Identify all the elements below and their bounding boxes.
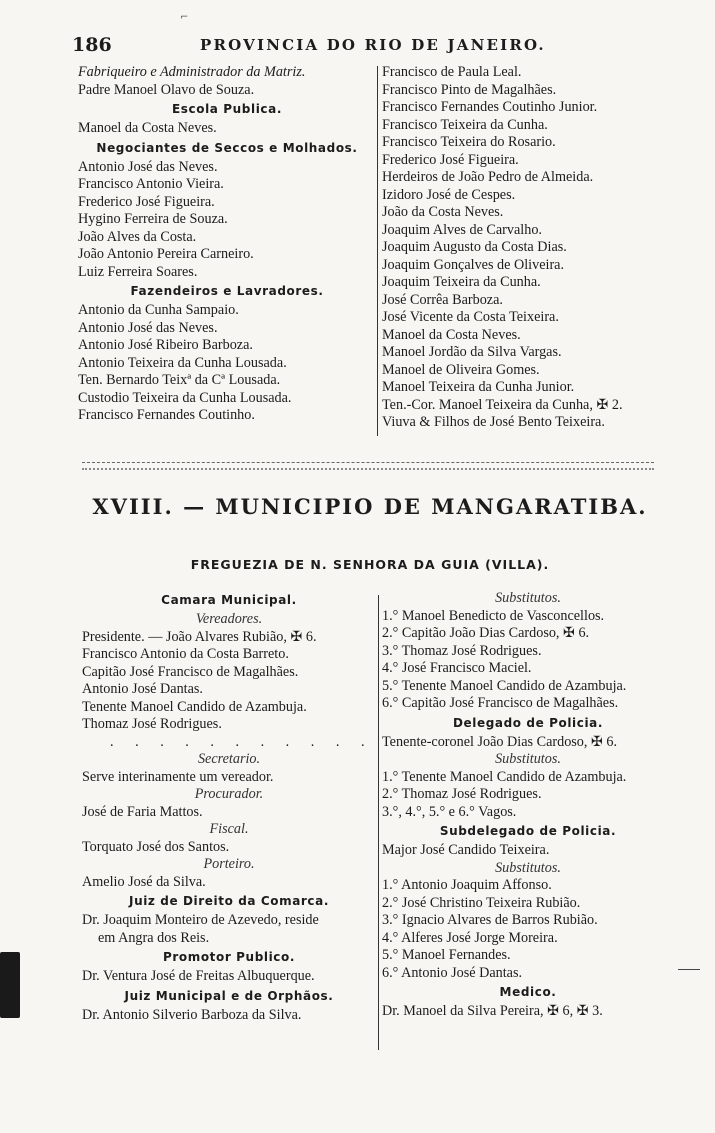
list-item: Antonio José Dantas. [82,681,203,697]
subheading: Vereadores. [195,611,263,627]
top-right-column [382,64,672,432]
list-item: Francisco Antonio Vieira. [78,176,224,192]
list-item: João Alves da Costa. [78,228,197,245]
list-item: Francisco Antonio da Costa Barreto. [82,646,289,662]
list-item: Ten. Bernardo Teixª da Cª Lousada. [78,372,281,388]
list-item: 4.° Alferes José Jorge Moreira. [382,929,558,946]
list-item: Joaquim Alves de Carvalho. [382,221,542,238]
list-item: João Antonio Pereira Carneiro. [78,246,254,262]
page-title: PROVINCIA DO RIO DE JANEIRO. [200,36,546,54]
section-heading: Juiz de Direito da Comarca. [129,894,329,908]
list-item: 5.° Manoel Fernandes. [382,947,511,963]
page-number: 186 [72,34,112,56]
list-item: Hygino Ferreira de Souza. [78,211,228,227]
bottom-right-column [382,590,674,1021]
list-item: Herdeiros de João Pedro de Almeida. [382,169,594,185]
list-item: Frederico José Figueira. [382,151,519,168]
section-heading: Subdelegado de Policia. [439,824,617,838]
bottom-left-column [82,590,376,1024]
margin-dash [678,969,700,970]
print-mark: ⌐ [180,12,189,23]
list-item: Tenente-coronel João Dias Cardoso, ✠ 6. [382,733,618,750]
list-item: 3.° Thomaz José Rodrigues. [382,642,542,659]
list-item: Francisco Fernandes Coutinho. [78,407,255,423]
list-item: Dr. Manoel da Silva Pereira, ✠ 6, ✠ 3. [382,1003,603,1019]
list-item: 4.° José Francisco Maciel. [382,660,532,676]
list-item: 3.°, 4.°, 5.° e 6.° Vagos. [382,803,517,820]
list-item: Frederico José Figueira. [78,193,215,210]
column-divider-top [377,66,378,436]
list-item: Joaquim Gonçalves de Oliveira. [382,256,565,273]
list-item: João da Costa Neves. [382,204,504,220]
section-heading: Delegado de Policia. [452,715,604,730]
column-divider-bottom [378,595,379,1050]
list-item: Dr. Ventura José de Freitas Albuquerque. [82,968,315,984]
list-item: Antonio da Cunha Sampaio. [78,302,239,318]
section-heading: Escola Publica. [171,102,282,116]
list-item: Antonio Teixeira da Cunha Lousada. [78,354,287,371]
list-item: 1.° Tenente Manoel Candido de Azambuja. [382,768,627,785]
ink-blot [0,952,20,1018]
page-header [72,34,672,56]
list-item: Antonio José das Neves. [78,319,218,336]
list-item: Torquato José dos Santos. [82,838,230,855]
section-rule-top [82,462,654,463]
list-item: Viuva & Filhos de José Bento Teixeira. [382,414,605,430]
subheading: Procurador. [194,786,264,802]
list-item: Major José Candido Teixeira. [382,842,550,858]
list-item: Joaquim Teixeira da Cunha. [382,274,541,290]
section-rule-bottom [82,468,654,470]
list-item: 3.° Ignacio Alvares de Barros Rubião. [382,912,598,928]
list-item: Antonio José Ribeiro Barboza. [78,337,253,353]
list-item: Thomaz José Rodrigues. [82,716,222,732]
list-item: Tenente Manoel Candido de Azambuja. [82,698,307,715]
dot-leader: . . . . . . . . . . . [110,733,374,750]
list-item: Francisco Teixeira da Cunha. [382,116,548,133]
section-title: XVIII. — MUNICIPIO DE MANGARATIBA. [92,494,648,519]
section-heading: Negociantes de Seccos e Molhados. [96,140,358,155]
list-item: Manoel Jordão da Silva Vargas. [382,344,562,360]
list-item: Padre Manoel Olavo de Souza. [78,81,255,98]
list-item: Antonio José das Neves. [78,158,218,175]
subheading: Secretario. [197,751,261,767]
list-item: Francisco Teixeira do Rosario. [382,134,556,150]
parish-title: FREGUEZIA DE N. SENHORA DA GUIA (VILLA). [190,557,550,572]
list-item: José Corrêa Barboza. [382,291,503,308]
list-item: Manoel Teixeira da Cunha Junior. [382,379,575,395]
list-item: Joaquim Augusto da Costa Dias. [382,239,567,255]
subheading: Substitutos. [495,590,561,606]
list-item: Dr. Antonio Silverio Barboza da Silva. [82,1006,302,1023]
list-item: Ten.-Cor. Manoel Teixeira da Cunha, ✠ 2. [382,396,623,413]
section-heading: Promotor Publico. [162,950,296,964]
list-item: Francisco de Paula Leal. [382,64,522,80]
list-item: 6.° Antonio José Dantas. [382,964,523,981]
list-item: 2.° Thomaz José Rodrigues. [382,786,542,802]
list-item: Custodio Teixeira da Cunha Lousada. [78,389,292,406]
top-left-column [78,64,376,425]
list-item: 6.° Capitão José Francisco de Magalhães. [382,695,619,711]
subheading: Substitutos. [495,859,561,876]
list-item: Presidente. — João Alvares Rubião, ✠ 6. [82,628,317,645]
list-item: Serve interinamente um vereador. [82,768,274,785]
list-item: Francisco Fernandes Coutinho Junior. [382,99,598,115]
list-item: 2.° Capitão João Dias Cardoso, ✠ 6. [382,625,590,641]
subheading: Fiscal. [209,821,249,837]
list-item: 5.° Tenente Manoel Candido de Azambuja. [382,677,627,694]
office-title: Fabriqueiro e Administrador da Matriz. [78,64,306,80]
section-heading: Medico. [499,985,557,999]
list-item: Izidoro José de Cespes. [382,186,516,203]
list-item: Francisco Pinto de Magalhães. [382,81,557,98]
list-item: Manoel de Oliveira Gomes. [382,361,540,378]
list-item: 1.° Antonio Joaquim Affonso. [382,877,552,893]
subheading: Substitutos. [495,751,561,767]
list-item: Luiz Ferreira Soares. [78,263,198,280]
section-heading: Camara Municipal. [161,593,297,607]
list-item: Capitão José Francisco de Magalhães. [82,663,299,680]
section-heading: Fazendeiros e Lavradores. [130,284,324,298]
list-item: Manoel da Costa Neves. [382,326,521,343]
list-item: 2.° José Christino Teixeira Rubião. [382,894,581,911]
list-item: 1.° Manoel Benedicto de Vasconcellos. [382,607,605,624]
list-item: em Angra dos Reis. [98,929,210,946]
list-item: José Vicente da Costa Teixeira. [382,309,559,325]
list-item: Amelio José da Silva. [82,873,206,890]
list-item: José de Faria Mattos. [82,803,203,820]
list-item: Dr. Joaquim Monteiro de Azevedo, reside [82,912,319,928]
subheading: Porteiro. [203,856,255,872]
list-item: Manoel da Costa Neves. [78,120,217,136]
section-heading: Juiz Municipal e de Orphãos. [124,988,334,1003]
